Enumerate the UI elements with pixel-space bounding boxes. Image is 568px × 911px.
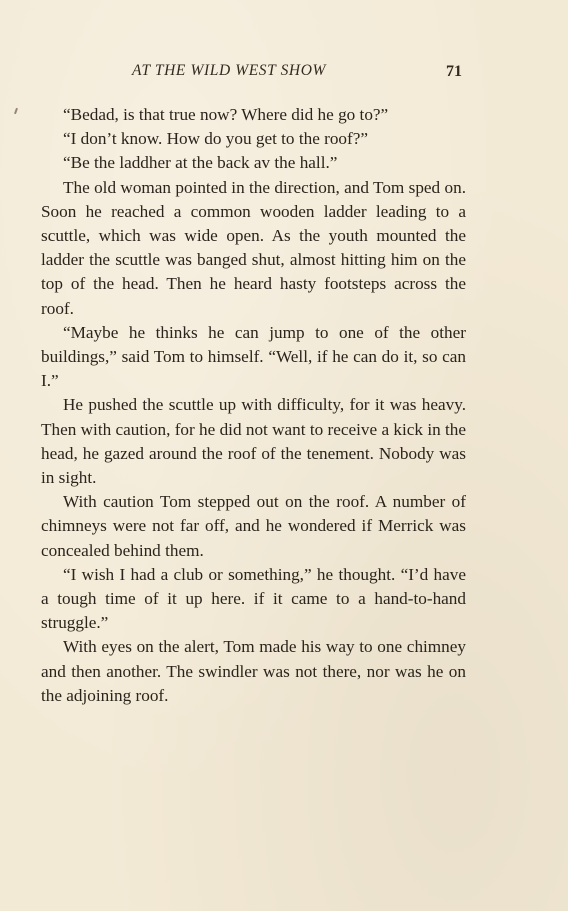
paragraph: He pushed the scuttle up with difficulty, for it was heavy. Then with caution, for he did not want to receive a kick in the head, he gazed around the roof of the tenement. Nobody was in sight. <box>41 395 466 488</box>
paragraph: The old woman pointed in the direction, and Tom sped on. Soon he reached a common wooden ladder leading to a scuttle, which was wide open. As the youth mounted the ladder the scuttle was banged shut, almost hitting him on the top of the head. Then he heard hasty footsteps across the roof. <box>41 177 466 318</box>
ink-speck-mark <box>14 108 18 114</box>
paragraph: With eyes on the alert, Tom made his way to one chimney and then another. The swindler was not there, nor was he on the adjoining roof. <box>41 637 466 705</box>
paragraph: “Maybe he thinks he can jump to one of the other buildings,” said Tom to himself. “Well, if he can do it, so can I.” <box>41 322 466 391</box>
paragraph: With caution Tom stepped out on the roof. A number of chimneys were not far off, and he wondered if Merrick was concealed behind them. <box>41 492 466 560</box>
paragraph: “I wish I had a club or something,” he thought. “I’d have a tough time of it up here. if it came to a hand-to-hand struggle.” <box>41 564 466 633</box>
page-number: 71 <box>446 63 462 80</box>
running-head-title: AT THE WILD WEST SHOW <box>132 62 327 79</box>
paragraph: “Bedad, is that true now? Where did he go to?” <box>63 105 389 124</box>
paragraph: “Be the laddher at the back av the hall.” <box>63 153 338 173</box>
body-text <box>41 103 466 708</box>
paragraph: “I don’t know. How do you get to the roof?” <box>63 129 369 149</box>
